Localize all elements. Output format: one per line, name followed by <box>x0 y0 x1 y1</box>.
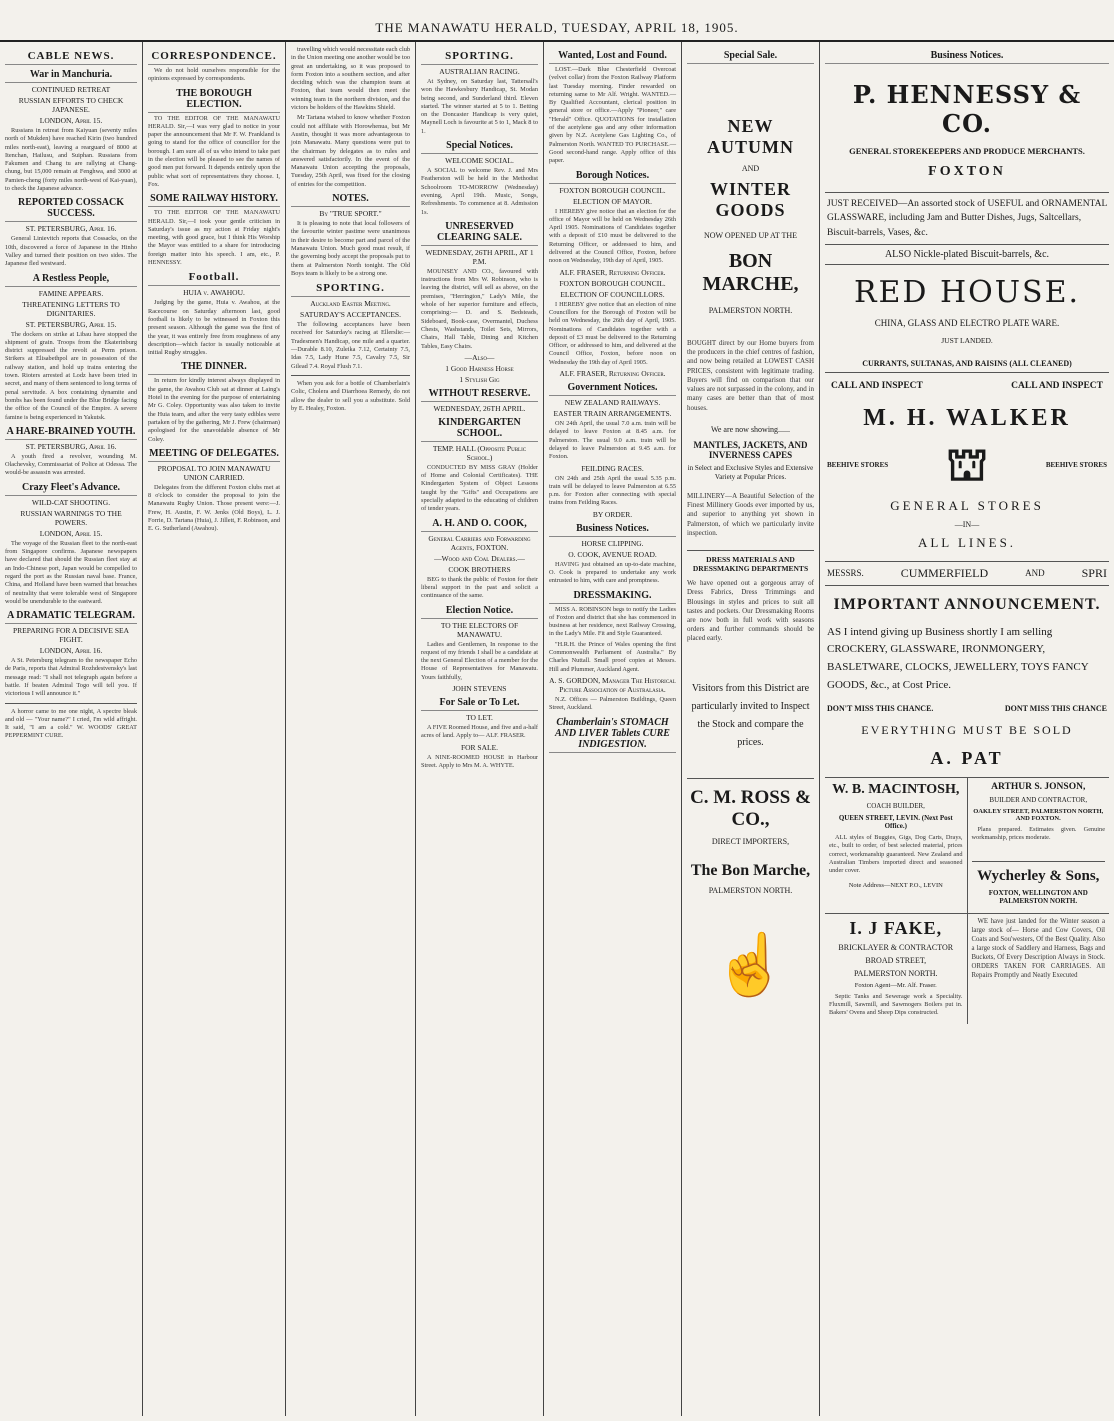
delegates-head: MEETING OF DELEGATES. <box>148 448 280 462</box>
mayor-body: I HEREBY give notice that an election for the office of Mayor will be held on Wednesday 26th April 1905. Nominations of Candidates together with a deposit of £10 must be delivered to the Returning Officer, or addressed to him, and delivered at the Council Office, Foxton, before noon on Wednesday, 19th day of April, 1905. <box>549 207 676 265</box>
nickel-plated: ALSO Nickle-plated Biscuit-barrels, &c. <box>884 248 1050 260</box>
special-notices-head: Special Notices. <box>421 140 538 154</box>
hennessy-name: P. HENNESSY & CO. <box>852 80 1082 138</box>
spri-label: SPRI <box>1081 565 1107 580</box>
railway-history-body: TO THE EDITOR OF THE MANAWATU HERALD. Sir,—I took your gentle criticism in Saturday's issue as my action at Friday night's meeting, with good grace, but I think His Worship the Mayor was entitled to a share for introducing foreign matter into his speech. I am, etc., P. HENNESSY. <box>148 209 280 267</box>
electors-sign: JOHN STEVENS <box>452 683 507 693</box>
call-and-inspect-left: CALL AND INSPECT <box>831 380 923 391</box>
war-dateline: LONDON, April 15. <box>39 116 103 125</box>
visitors-invite: Visitors from this District are particularly invited to Inspect the Stock and compare the prices. <box>691 682 810 748</box>
cook-head: A. H. AND O. COOK, <box>421 518 538 532</box>
also-label: —Also— <box>464 352 495 362</box>
mayor-council-head: FOXTON BOROUGH COUNCIL. <box>559 185 666 195</box>
welcome-social-body: A SOCIAL to welcome Rev. J. and Mrs Featherston will be held in the Methodist Schoolroom TO-MORROW (Wednesday) evening, April 19th. Music, Songs, Refreshments. To commence at 8. Admission 1s. <box>421 167 538 216</box>
prince-of-wales-sign: A. S. GORDON, Manager The Historical Picture Association of Australasia. <box>549 675 676 694</box>
dinner-body: In return for kindly interest always displayed in the game, the Awahou Club sat at dinner at Laing's Hotel in the evening for the purpose of entertaining Mr G. Coley. Opportunity was also taken to invite the Huia team, and after the very tasty edibles were partaken of by the gathering, Mr J. Frew (chairman) apologised for the unavoidable absence of Mr Coley. <box>148 377 280 443</box>
horse-clipping-head: HORSE CLIPPING. <box>581 538 644 548</box>
wycherley-name: Wycherley & Sons, <box>972 861 1106 885</box>
new-autumn: NEW AUTUMN <box>707 116 794 157</box>
fake-addr: BROAD STREET, <box>865 955 927 965</box>
macintosh-sub: COACH BUILDER, <box>866 802 925 811</box>
acceptances-body: The following acceptances have been received for Saturday's racing at Ellerslie:— Tradesmen's Handicap, one mile and a quarter.—Durable 8.10, Zuleika 7.12, Certainty 7.5, Idas 7.5, Lady Hune 7.5, Cavalry 7.5, Sir Gilead 7.4. Royal Flush 7.1. <box>291 321 410 370</box>
jonson-body: Plans prepared. Estimates given. Genuine workmanship, prices moderate. <box>971 826 1105 842</box>
china-glass: CHINA, GLASS AND ELECTRO PLATE WARE. <box>874 317 1060 328</box>
sporting-head: SPORTING. <box>291 282 410 297</box>
mayor-election-sub: ELECTION OF MAYOR. <box>572 196 653 206</box>
cook-body: BEG to thank the public of Foxton for their liberal support in the past and solicit a continuance of the same. <box>421 575 538 600</box>
macintosh-body: ALL styles of Buggies, Gigs, Dog Carts, Drays, etc., built to order, of best selected material, prices correct, workmanship guaranteed. New Zealand and Australian Timbers imported direct and seasoned under cover. <box>829 834 963 875</box>
clearing-sale-head: UNRESERVED CLEARING SALE. <box>421 221 538 246</box>
fleet-body: The voyage of the Russian fleet to the north-east from Singapore confirms. Japanese newspapers have declared that should the Russian fleet stay at an Indo-Chinese port, Japan would be compelled to regard the port as the Russian naval base. France, China, and Holland have been warned that breaches of neutrality that were tolerable west of Singapore would be unendurable to the eastward. <box>5 539 137 605</box>
horse-clipping-body: HAVING just obtained an up-to-date machine, O. Cook is prepared to undertake any work entrusted to him, with care and promptness. <box>549 560 676 585</box>
cable-news-title: CABLE NEWS. <box>5 50 137 65</box>
divider <box>291 375 410 376</box>
foxton-label: FOXTON <box>928 164 1006 179</box>
masthead-title: THE MANAWATU HERALD, TUESDAY, APRIL 18, 1905. <box>375 20 739 35</box>
palmerston-north-2: PALMERSTON NORTH. <box>708 885 793 895</box>
winter-goods: WINTER GOODS <box>709 179 791 220</box>
fleet-dateline: LONDON, April 15. <box>39 528 103 538</box>
a-pat: A. PAT <box>930 748 1004 769</box>
welcome-social-head: WELCOME SOCIAL. <box>445 156 514 166</box>
jonson-name: ARTHUR S. JONSON, <box>991 782 1086 793</box>
all-lines: ALL LINES. <box>917 534 1017 550</box>
cossack-dateline: ST. PETERSBURG, April 16. <box>25 224 117 234</box>
bought-direct: BOUGHT direct by our Home buyers from the producers in the chief centres of fashion, and now being retailed at LOWEST CASH PRICES, consistent with legitimate trading. Buyers will find on comparison that our values are not surpassed in the colony, and in many cases are better than that of most houses. <box>687 339 814 412</box>
and-label: AND <box>741 164 760 173</box>
hennessy-sub: GENERAL STOREKEEPERS AND PRODUCE MERCHANTS. <box>849 146 1085 156</box>
dont-miss-left: DON'T MISS THIS CHANCE. <box>827 704 934 714</box>
to-let-body: A FIVE Roomed House, and five and a-half acres of land. Apply to— ALF. FRASER. <box>421 723 538 740</box>
without-reserve-date: WEDNESDAY, 26TH APRIL. <box>433 403 526 413</box>
election-notice-head: Election Notice. <box>421 605 538 619</box>
restless-sub2: THREATENING LETTERS TO DIGNITARIES. <box>22 299 120 318</box>
column-business-notices <box>820 42 1114 1416</box>
column-special-sale <box>682 42 820 1416</box>
also-item: 1 Stylish Gig <box>459 374 500 384</box>
peppermint-verse: A horror came to me one night, A spectre bleak and old — "Your name?" I cried, I'm wild affright. It said, "I am a cold." W. WOODS' GREAT PEPPERMINT CURE. <box>5 707 137 740</box>
walker-name: M. H. WALKER <box>863 404 1071 431</box>
football-sub: HUIA v. AWAHOU. <box>183 288 245 298</box>
football-body: Judging by the game, Huia v. Awahou, at the Racecourse on Saturday afternoon last, good football is likely to be witnessed in Foxton this present season. Although the game was the first of the year, it was entirely free from roughness of any description—which factor is usually noticeable at initial Rugby struggles. <box>148 299 280 357</box>
call-and-inspect-right: CALL AND INSPECT <box>1011 380 1103 391</box>
fake-sub: BRICKLAYER & CONTRACTOR <box>838 942 954 952</box>
sporting-head-2: SPORTING. <box>421 50 538 65</box>
railways-head: NEW ZEALAND RAILWAYS. <box>564 398 661 408</box>
restless-sub: FAMINE APPEARS. <box>38 288 104 298</box>
just-landed: JUST LANDED. <box>941 335 993 345</box>
prince-of-wales-body: "H.R.H. the Prince of Wales opening the first Commonwealth Parliament of Australia." By Charles Nuttall. Small proof copies at Messrs. Hill and Plummer, Auckland Agent. <box>549 640 676 673</box>
ross-and-co: C. M. ROSS & CO., <box>687 778 814 831</box>
fake-name: I. J FAKE, <box>849 917 943 938</box>
macintosh-note: Note Address—NEXT P.O., LEVIN <box>848 881 943 889</box>
fake-agent: Foxton Agent—Mr. Alf. Fraser. <box>854 981 937 989</box>
now-showing: We are now showing...... <box>710 424 791 434</box>
clearing-sale-body: MOUNSEY AND CO., favoured with instructions from Mrs W. Robinson, who is leaving the district, will sell as above, on the premises, "Herrington," Lady's Mile, the whole of her superior furniture and effects, comprising:— D. and S. Bedsteads, Sideboard, Book-case, Overmantel, Duchess Chests, Washstands, Toilet Sets, Mirrors, Chairs, Hall Table, Dining and Kitchen Tables, Easy Chairs. <box>421 267 538 350</box>
council-body: I HEREBY give notice that an election of nine Councillors for the Borough of Foxton will be held on Wednesday, the 26th day of April, 1905. Nominations of Candidates together with a deposit of £3 must be delivered to the Returning Officer, or addressed to him, and delivered at the Council Office, Foxton, before noon on Wednesday the 19th day of April 1905. <box>549 300 676 366</box>
cook-brothers: COOK BROTHERS <box>448 564 511 574</box>
beehive-icon: ⛫ <box>945 438 989 490</box>
union-body-mid: Mr Tartana wished to know whether Foxton could not affiliate with Horowhenua, but Mr Austin, thought it was more advantageous to join Manawatu. Many questions were put to the chairman by delegates as to rules and answered satisfactorily. In the event of the Manawatu Union accepting the proposals, Tuesday, 25th April, was fixed for the closing of entries for the competition. <box>291 114 410 188</box>
messrs-label: MESSRS. <box>827 568 864 579</box>
restless-dateline: ST. PETERSBURG, April 15. <box>25 319 117 329</box>
column-correspondence <box>143 42 286 1416</box>
pointing-hand-icon: ☝ <box>713 931 788 998</box>
cummerfield-label: CUMMERFIELD <box>900 565 989 580</box>
borough-election-body: TO THE EDITOR OF THE MANAWATU HERALD. Sir,—I was very glad to notice in your paper the announcement that Mr F. W. Frankland is going to stand for the office of councillor for the borough. I am sure all of us who intend to take part in the election will be pleased to see the names of good men put forward. It depends entirely upon the public what sort of representatives they choose. I, Fox. <box>148 114 280 188</box>
dress-body: We have opened out a gorgeous array of Dress Fabrics, Dress Trimmings and Blousings in styles and prices to suit all tastes and pockets. Our Dressmaking Rooms are now both in full work with seasons orders and further commands should be placed early. <box>687 579 814 643</box>
delegates-body: Delegates from the different Foxton clubs met at 8 o'clock to consider the proposal to join the Manawatu Rugby Union. Those present were:—J. Frew, H. Austin, F. W. Jenks (Old Boys), L. J. Forrie, D. Tartana (Huia), J. Jillett, F. Robinson, and E. G. Sutherland (Awahou). <box>148 483 280 533</box>
jonson-addr: OAKLEY STREET, PALMERSTON NORTH, AND FOXTON. <box>973 808 1104 823</box>
football-head: Football. <box>148 271 280 286</box>
kindergarten-sub: TEMP. HALL (Opposite Public School.) <box>432 443 527 462</box>
kindergarten-body: CONDUCTED BY MISS GRAY (Holder of Home and Colonial Certificates). THE Kindergarten System of Object Lessons taught by the "Gifts" and Occupations are specially adapted to the educating of children of tender years. <box>421 463 538 513</box>
telegram-sub: PREPARING FOR A DECISIVE SEA FIGHT. <box>13 626 129 645</box>
borough-notices-head: Borough Notices. <box>549 170 676 184</box>
beehive-left: BEEHIVE STORES <box>827 460 889 469</box>
for-sale-sub: FOR SALE. <box>460 742 499 752</box>
column-sporting-notices <box>416 42 544 1416</box>
notes-byline: By "TRUE SPORT." <box>319 209 382 219</box>
fleet-sub2: RUSSIAN WARNINGS TO THE POWERS. <box>20 508 122 527</box>
chamberlain-ad: Chamberlain's STOMACH AND LIVER Tablets CURE INDIGESTION. <box>549 717 676 753</box>
hare-body: A youth fired a revolver, wounding M. Olachevsky, Commissariat of Police at Odessa. The would-be assassin was arrested. <box>5 452 137 477</box>
fleet-sub: WILD-CAT SHOOTING. <box>31 497 111 507</box>
macintosh-name: W. B. MACINTOSH, <box>832 782 960 798</box>
wanted-body: LOST.—Dark Blue Chesterfield Overcoat (velvet collar) from the Foxton Railway Platform last Tuesday morning. Finder rewarded on returning same to Mr Alf. Wright. WANTED.—By Qualified Accountant, clerical position in general store or office.—Apply "Pioneer," care "Herald" Office. QUOTATIONS for installation of the acetylene gas and any other information given by N.Z. Acetylene Gas Lighting Co., of Palmerston North. WANTED TO PURCHASE.—Good second-hand range. Apply office of this paper. <box>549 66 676 165</box>
column-cable-news <box>0 42 143 1416</box>
war-head: War in Manchuria. <box>5 69 137 83</box>
telegram-head: A DRAMATIC TELEGRAM. <box>5 610 137 624</box>
borough-election-head: THE BOROUGH ELECTION. <box>148 88 280 113</box>
restless-body: The dockers on strike at Libau have stopped the shipment of grain. Troops from the Ekaterinburg district suppressed the revolt at Perm prison. Strikers at Elisabethpol are in possession of the railway station, and hold up trains entering the town. Rioters arrested at Lodz have been tried in secret, and many of them sentenced to long terms of penal servitude. A box containing dynamite and bombs has been found under the Blue Bridge facing the office of the Council of the Empire. A severe famine is being experienced in Yakutsk. <box>5 330 137 421</box>
just-received: JUST RECEIVED—An assorted stock of USEFUL and ORNAMENTAL GLASSWARE, including Jam and Butter Dishes, Jugs, Saltcellars, Biscuit-barrels, Vases, &c. <box>827 199 1107 238</box>
important-announcement: IMPORTANT ANNOUNCEMENT. <box>833 595 1101 613</box>
kindergarten-head: KINDERGARTEN SCHOOL. <box>421 417 538 442</box>
macintosh-addr: QUEEN STREET, LEVIN. (Next Post Office.) <box>838 814 953 831</box>
wycherley-sub: FOXTON, WELLINGTON AND PALMERSTON NORTH. <box>988 888 1088 905</box>
hare-head: A HARE-BRAINED YOUTH. <box>5 426 137 440</box>
jonson-sub: BUILDER AND CONTRACTOR, <box>989 796 1088 805</box>
telegram-body: A St. Petersburg telegram to the newspaper Echo de Paris, reports that Admiral Rozhdestvensky's last message read: "I shall not telegraph again before a battle. If beaten Admiral Togo will tell you. If victorious I will announce it." <box>5 657 137 698</box>
war-sub2: RUSSIAN EFFORTS TO CHECK JAPANESE. <box>18 96 124 114</box>
dinner-head: THE DINNER. <box>148 361 280 375</box>
dress-departments: DRESS MATERIALS AND DRESSMAKING DEPARTMENTS <box>687 550 814 573</box>
australian-racing-body: At Sydney, on Saturday last, Tattersall's won the Hawkesbury Handicap, St. Modan being second, and Sunderland third. Eleven started. The winner started at 5 to 1. Betting on the Doncaster Handicap is very quiet, Maynell Loch is favourite at 5 to 1, Mack 8 to 1. <box>421 78 538 135</box>
column-notices <box>544 42 682 1416</box>
railway-history-head: SOME RAILWAY HISTORY. <box>148 193 280 207</box>
column-football-continued <box>286 42 416 1416</box>
fake-city: PALMERSTON NORTH. <box>853 968 938 978</box>
red-house: RED HOUSE. <box>853 274 1081 310</box>
easter-train-head: EASTER TRAIN ARRANGEMENTS. <box>553 409 672 419</box>
government-notices-head: Government Notices. <box>549 382 676 396</box>
australian-racing-head: AUSTRALIAN RACING. <box>439 67 520 76</box>
fake-body: Septic Tanks and Sewerage work a Speciality. Fluxmill, Sawmill, and Sawmogers Boilers put in. Bakers' Ovens and Sheep Dips constructed. <box>829 992 963 1017</box>
dont-miss-right: DONT MISS THIS CHANCE <box>1004 704 1107 714</box>
easter-train-body: ON 24th April, the usual 7.0 a.m. train will be delayed to leave Foxton at 8.45 a.m. for Palmerston. The usual 9.0 a.m. train will be delayed to leave Palmerston at 9.45 a.m. for Foxton. <box>549 420 676 461</box>
electors-body: Ladies and Gentlemen, In response to the request of my friends I shall be a candidate at the next General Election of a member for the House of Representatives for Manawatu. Yours faithfully, <box>421 640 538 681</box>
war-sub: CONTINUED RETREAT <box>31 85 111 94</box>
direct-importers: DIRECT IMPORTERS, <box>711 836 790 846</box>
council-head: FOXTON BOROUGH COUNCIL. <box>559 278 666 288</box>
correspondence-note: We do not hold ourselves responsible for the opinions expressed by correspondents. <box>148 67 280 83</box>
to-let-head: TO LET. <box>466 712 493 722</box>
acceptances-head: SATURDAY'S ACCEPTANCES. <box>300 310 401 320</box>
correspondence-title: CORRESPONDENCE. <box>148 50 280 65</box>
feilding-races-body: ON 24th and 25th April the usual 5.35 p.m. train will be delayed to leave Palmerston at 6.55 p.m. for Foxton after connecting with special trains from Feilding Races. <box>549 474 676 507</box>
wycherley-body: WE have just landed for the Winter season a large stock of— Horse and Cow Covers, Oil Coats and Sou'westers, Of the Best Quality. Also a large stock of Saddlery and Harness, Bags and Buckets, Of Every Description Always in Stock. ORDERS TAKEN FOR CARRIAGES. All Repairs Promptly and Neatly Executed <box>971 917 1105 979</box>
for-sale-head: For Sale or To Let. <box>421 697 538 711</box>
council-sign: ALF. FRASER, Returning Officer. <box>559 369 666 379</box>
millinery: MILLINERY—A Beautiful Selection of the Finest Millinery Goods ever imported by us, and superior to anything yet shown in Palmerston, of which we particularly invite inspection. <box>687 491 814 537</box>
mantles-jackets: MANTLES, JACKETS, AND INVERNESS CAPES <box>693 439 808 460</box>
horse-clipping-sub: O. COOK, AVENUE ROAD. <box>568 549 657 559</box>
mayor-sign: ALF. FRASER, Returning Officer. <box>559 267 666 277</box>
telegram-dateline: LONDON, April 16. <box>39 646 103 656</box>
clearing-sale-date: WEDNESDAY, 26TH APRIL, AT 1 P.M. <box>425 247 534 266</box>
now-opened: NOW OPENED UP AT THE <box>703 231 798 240</box>
bon-marche-2: The Bon Marche, <box>690 861 811 879</box>
nz-offices: N.Z. Offices — Palmerston Buildings, Queen Street, Auckland. <box>549 695 676 712</box>
cossack-head: REPORTED COSSACK SUCCESS. <box>5 197 137 222</box>
chamberlain-notice: When you ask for a bottle of Chamberlain's Colic, Cholera and Diarrhoea Remedy, do not allow the dealer to sell you a substitute. Sold by E. Healey, Foxton. <box>291 379 410 412</box>
fleet-head: Crazy Fleet's Advance. <box>5 482 137 496</box>
war-body: Russians in retreat from Kaiyuan (seventy miles north of Mukden) have reached Kirin (two hundred miles north-east), leaving a rearguard of 8000 at Itenchan, Hailusu, and Suiphan. Russians from Fakumen and Chang tu are rallying at Chang-chung, but 15,000 remain at Fenghwa, and 3000 at Pamien-cheng (forty miles north-west of Kai-yuan), to check the Japanese advance. <box>5 127 137 193</box>
business-notices-head-2: Business Notices. <box>825 50 1109 64</box>
dressmaking-body: MISS A. ROBINSON begs to notify the Ladies of Foxton and district that she has commenced in business at her residence, next Railway Crossing, in the Lady's Mile. Fit and Style Guaranteed. <box>549 605 676 638</box>
notes-body: It is pleasing to note that local followers of the favourite winter pastime were unanimous in their desire to become part and parcel of the Manawatu Union. Much good must result, if the governing body accept the proposals put to them at Palmerston North tonight. The Old Boys team is likely to be a strong one. <box>291 220 410 277</box>
union-body-top: travelling which would necessitate each club in the Union meeting one another would be too great an undertaking, so it was proposed to form Foxton into a southern section, and after deciding which was the champion team at Foxton, that team would then meet the winning team in the northern division, and the victors be holders of the Hawkins Shield. <box>291 46 410 112</box>
bon-marche: BON MARCHE, <box>702 250 799 295</box>
and-label-2: AND <box>1025 568 1045 579</box>
cook-sub: General Carriers and Forwarding Agents, FOXTON. <box>428 533 531 552</box>
auckland-easter-head: Auckland Easter Meeting. <box>310 299 391 309</box>
palmerston-north: PALMERSTON NORTH. <box>708 306 793 315</box>
delegates-sub: PROPOSAL TO JOIN MANAWATU UNION CARRIED. <box>157 463 271 482</box>
general-stores: GENERAL STORES <box>890 497 1044 513</box>
business-notices-head: Business Notices. <box>549 523 676 537</box>
currants-sultanas: CURRANTS, SULTANAS, AND RAISINS (ALL CLEANED) <box>862 358 1072 368</box>
hare-dateline: ST. PETERSBURG, April 16. <box>25 441 117 451</box>
dressmaking-head: DRESSMAKING. <box>549 590 676 604</box>
as-i-intend: AS I intend giving up Business shortly I am selling CROCKERY, GLASSWARE, IRONMONGERY, BASLETWARE, CLOCKS, JEWELLERY, TOYS FANCY GOODS, &c., at Cost Price. <box>827 625 1089 691</box>
divider <box>5 703 137 704</box>
for-sale-body: A NINE-ROOMED HOUSE in Harbour Street. Apply to Mrs M. A. WHYTE. <box>421 753 538 769</box>
masthead <box>0 0 1114 42</box>
also-item: 1 Good Harness Horse <box>445 363 514 373</box>
without-reserve-head: WITHOUT RESERVE. <box>421 388 538 402</box>
cook-sub2: —Wood and Coal Dealers.— <box>434 553 525 563</box>
council-sub: ELECTION OF COUNCILLORS. <box>560 289 665 299</box>
feilding-races-head: FEILDING RACES. <box>581 463 644 473</box>
everything-sold: EVERYTHING MUST BE SOLD <box>861 723 1073 738</box>
beehive-right: BEEHIVE STORES <box>1045 460 1107 469</box>
notes-head: NOTES. <box>291 193 410 207</box>
by-order: BY ORDER. <box>592 509 633 519</box>
restless-head: A Restless People, <box>5 273 137 287</box>
cossack-body: General Linievitch reports that Cossacks, on the 10th, discovered a force of Japanese in the Hinho Valley and turned their position on two sides. The Japanese fled westward. <box>5 235 137 268</box>
wanted-head: Wanted, Lost and Found. <box>549 50 676 64</box>
mantles-sub: in Select and Exclusive Styles and Extensive Variety at Popular Prices. <box>687 463 814 481</box>
in-label: —IN— <box>954 519 980 529</box>
special-sale-head: Special Sale. <box>687 50 814 64</box>
electors-head: TO THE ELECTORS OF MANAWATU. <box>440 620 519 639</box>
